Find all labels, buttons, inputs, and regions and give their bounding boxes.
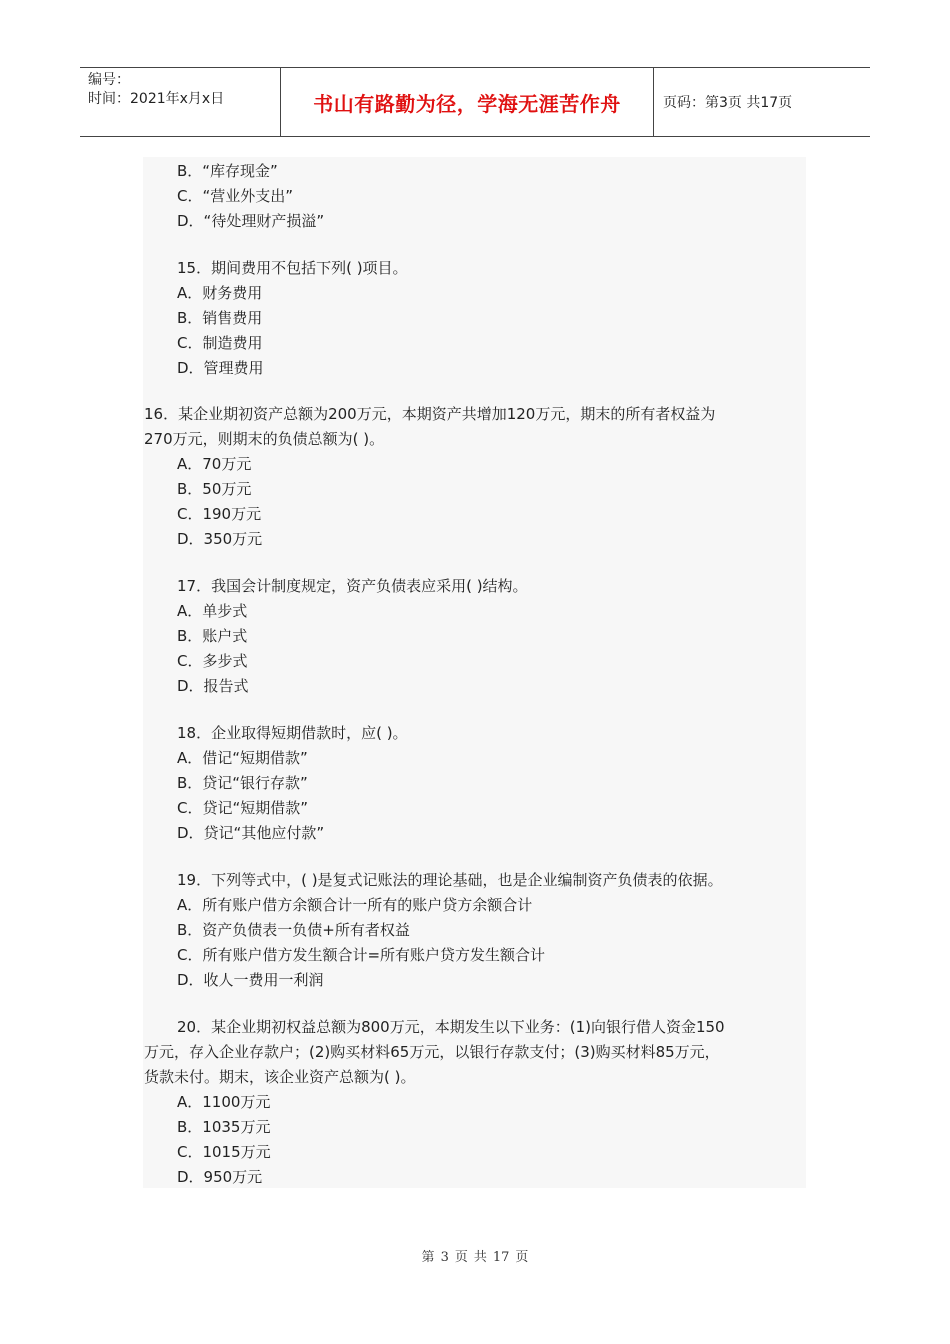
question-15: 15．期间费用不包括下列( )项目。: [177, 259, 408, 277]
option-c: C．190万元: [177, 505, 262, 523]
question-17: 17．我国会计制度规定，资产负债表应采用( )结构。: [177, 577, 528, 595]
footer-ye: 页: [454, 1250, 468, 1265]
option-c: C．1015万元: [177, 1143, 271, 1161]
question-20-cont: 万元，存入企业存款户；(2)购买材料65万元，以银行存款支付；(3)购买材料85万元，: [144, 1043, 720, 1061]
question-16-cont: 270万元，则期末的负债总额为( )。: [144, 430, 385, 448]
question-19: 19．下列等式中，( )是复式记账法的理论基础，也是企业编制资产负债表的依据。: [177, 871, 723, 889]
question-content: [143, 157, 806, 1188]
option-c: C．制造费用: [177, 334, 263, 352]
question-16: 16．某企业期初资产总额为200万元，本期资产共增加120万元，期末的所有者权益为: [144, 405, 716, 423]
footer-di: 第: [421, 1250, 435, 1265]
header-page-info: 页码：第3页 共17页: [663, 95, 793, 111]
option-b: B．销售费用: [177, 309, 263, 327]
option-a: A．单步式: [177, 602, 248, 620]
option-b: B．资产负债表一负债+所有者权益: [177, 921, 410, 939]
option-d: D．贷记“其他应付款”: [177, 824, 325, 842]
option-b: B．“库存现金”: [177, 162, 278, 180]
option-c: C．贷记“短期借款”: [177, 799, 309, 817]
option-c: C．“营业外支出”: [177, 187, 294, 205]
option-d: D．350万元: [177, 530, 263, 548]
option-a: A．借记“短期借款”: [177, 749, 308, 767]
option-d: D．950万元: [177, 1168, 263, 1186]
option-d: D．“待处理财产损溢”: [177, 212, 325, 230]
footer-gong: 共: [473, 1250, 487, 1265]
question-20-cont: 货款未付。期末，该企业资产总额为( )。: [144, 1068, 416, 1086]
footer-total-pages: 17: [492, 1250, 510, 1265]
page-footer: [0, 1246, 950, 1265]
footer-page-number: 3: [440, 1250, 449, 1265]
question-18: 18．企业取得短期借款时，应( )。: [177, 724, 408, 742]
option-d: D．管理费用: [177, 359, 264, 377]
option-c: C．所有账户借方发生额合计=所有账户贷方发生额合计: [177, 946, 546, 964]
header-motto: 书山有路勤为径，学海无涯苦作舟: [281, 68, 654, 136]
footer-ye2: 页: [515, 1250, 529, 1265]
option-a: A．财务费用: [177, 284, 263, 302]
option-d: D．报告式: [177, 677, 249, 695]
option-d: D．收人一费用一利润: [177, 971, 324, 989]
option-a: A．70万元: [177, 455, 252, 473]
option-b: B．1035万元: [177, 1118, 271, 1136]
option-b: B．50万元: [177, 480, 252, 498]
option-a: A．1100万元: [177, 1093, 271, 1111]
date-label: 时间：2021年x月x日: [88, 91, 225, 107]
option-c: C．多步式: [177, 652, 248, 670]
number-label: 编号：: [88, 72, 130, 88]
question-20: 20．某企业期初权益总额为800万元，本期发生以下业务：(1)向银行借人资金150: [177, 1018, 725, 1036]
header-meta: [80, 68, 281, 136]
option-a: A．所有账户借方余额合计一所有的账户贷方余额合计: [177, 896, 533, 914]
page-header: [80, 67, 870, 137]
option-b: B．贷记“银行存款”: [177, 774, 308, 792]
option-b: B．账户式: [177, 627, 248, 645]
